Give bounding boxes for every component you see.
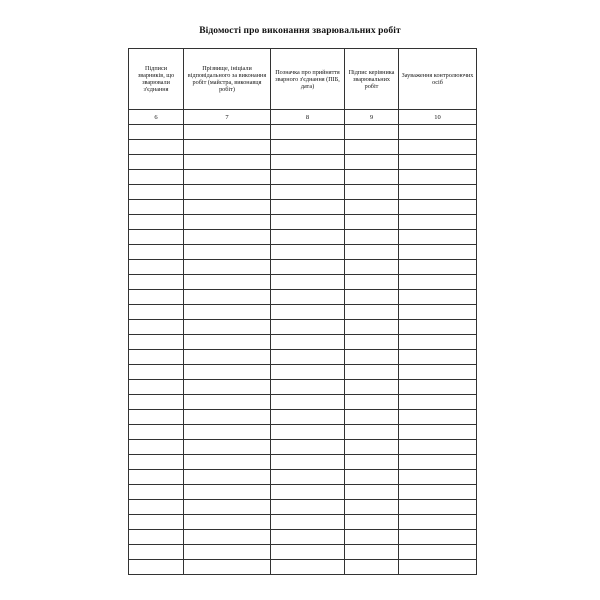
table-cell xyxy=(184,410,271,425)
table-cell xyxy=(129,485,184,500)
table-cell xyxy=(129,200,184,215)
table-cell xyxy=(345,515,399,530)
table-cell xyxy=(399,410,477,425)
table-cell xyxy=(345,350,399,365)
table-cell xyxy=(345,530,399,545)
table-cell xyxy=(271,200,345,215)
table-row xyxy=(129,140,477,155)
table-row xyxy=(129,215,477,230)
table-cell xyxy=(184,395,271,410)
table-cell xyxy=(271,215,345,230)
table-row xyxy=(129,185,477,200)
table-cell xyxy=(399,260,477,275)
table-cell xyxy=(399,170,477,185)
table-cell xyxy=(345,155,399,170)
table-cell xyxy=(184,290,271,305)
table-cell xyxy=(184,335,271,350)
table-row xyxy=(129,125,477,140)
table-cell xyxy=(399,320,477,335)
header-row xyxy=(129,49,477,110)
table-cell xyxy=(184,425,271,440)
table-row xyxy=(129,155,477,170)
table-cell xyxy=(345,335,399,350)
table-cell xyxy=(129,395,184,410)
table-cell xyxy=(345,485,399,500)
table-cell xyxy=(399,500,477,515)
table-cell xyxy=(399,200,477,215)
table-row xyxy=(129,365,477,380)
table-cell xyxy=(184,140,271,155)
table-cell xyxy=(271,320,345,335)
table-cell xyxy=(271,440,345,455)
table-cell xyxy=(399,560,477,575)
table-cell xyxy=(399,395,477,410)
table-row xyxy=(129,290,477,305)
table-cell xyxy=(345,200,399,215)
table-cell xyxy=(399,335,477,350)
table-cell xyxy=(345,455,399,470)
table-row xyxy=(129,425,477,440)
table-cell xyxy=(345,185,399,200)
table-cell xyxy=(399,530,477,545)
table-row xyxy=(129,440,477,455)
table-cell xyxy=(129,350,184,365)
table-row xyxy=(129,395,477,410)
table-cell xyxy=(345,410,399,425)
table-row xyxy=(129,275,477,290)
table-cell xyxy=(345,365,399,380)
table-cell xyxy=(271,245,345,260)
table-row xyxy=(129,245,477,260)
table-cell xyxy=(129,290,184,305)
table-cell xyxy=(129,275,184,290)
table-cell xyxy=(399,350,477,365)
table-cell xyxy=(345,425,399,440)
table-cell xyxy=(184,470,271,485)
table-cell xyxy=(345,320,399,335)
table-cell xyxy=(184,155,271,170)
table-cell xyxy=(129,560,184,575)
table-cell xyxy=(399,125,477,140)
table-cell xyxy=(129,380,184,395)
table-cell xyxy=(184,455,271,470)
table-cell xyxy=(345,260,399,275)
table-cell xyxy=(184,260,271,275)
table-cell xyxy=(129,185,184,200)
table-cell xyxy=(345,170,399,185)
table-cell xyxy=(271,230,345,245)
table-cell xyxy=(129,320,184,335)
table-cell xyxy=(271,350,345,365)
table-cell xyxy=(184,275,271,290)
table-cell xyxy=(399,185,477,200)
table-cell xyxy=(271,275,345,290)
table-cell xyxy=(129,305,184,320)
table-cell xyxy=(184,200,271,215)
table-cell xyxy=(129,215,184,230)
table-cell xyxy=(129,155,184,170)
table-cell xyxy=(399,425,477,440)
column-number: 8 xyxy=(271,110,345,125)
table-cell xyxy=(345,215,399,230)
table-cell xyxy=(184,560,271,575)
table-body xyxy=(129,125,477,575)
table-cell xyxy=(345,290,399,305)
table-cell xyxy=(399,290,477,305)
table-cell xyxy=(129,170,184,185)
table-cell xyxy=(399,455,477,470)
table-cell xyxy=(184,515,271,530)
table-cell xyxy=(129,365,184,380)
table-cell xyxy=(129,140,184,155)
table-cell xyxy=(129,470,184,485)
table-row xyxy=(129,455,477,470)
table-cell xyxy=(345,440,399,455)
table-cell xyxy=(184,320,271,335)
table-cell xyxy=(184,530,271,545)
column-header-acceptance-mark: Позначка про прийняття зварного з'єднання (ПІБ, дата) xyxy=(271,49,345,110)
table-cell xyxy=(271,545,345,560)
table-row xyxy=(129,530,477,545)
table-cell xyxy=(271,485,345,500)
table-cell xyxy=(271,185,345,200)
table-cell xyxy=(129,245,184,260)
table-cell xyxy=(184,485,271,500)
column-header-inspector-remarks: Зауваження контролюючих осіб xyxy=(399,49,477,110)
table-cell xyxy=(399,485,477,500)
table-cell xyxy=(399,515,477,530)
table-cell xyxy=(345,305,399,320)
table-cell xyxy=(129,125,184,140)
table-cell xyxy=(399,305,477,320)
table-cell xyxy=(271,470,345,485)
table-cell xyxy=(129,530,184,545)
table-row xyxy=(129,560,477,575)
table-cell xyxy=(271,425,345,440)
table-row xyxy=(129,500,477,515)
table-cell xyxy=(271,260,345,275)
table-cell xyxy=(345,560,399,575)
table-row xyxy=(129,200,477,215)
table-cell xyxy=(184,440,271,455)
table-cell xyxy=(184,230,271,245)
column-header-welding-manager-signature: Підпис керівника зварювальних робіт xyxy=(345,49,399,110)
table-cell xyxy=(345,380,399,395)
table-cell xyxy=(129,335,184,350)
table-cell xyxy=(271,395,345,410)
table-row xyxy=(129,410,477,425)
table-cell xyxy=(129,545,184,560)
table-cell xyxy=(271,455,345,470)
table-cell xyxy=(271,155,345,170)
table-cell xyxy=(271,290,345,305)
table-cell xyxy=(345,545,399,560)
table-cell xyxy=(184,170,271,185)
table-cell xyxy=(345,470,399,485)
table-cell xyxy=(399,245,477,260)
table-cell xyxy=(271,140,345,155)
table-cell xyxy=(184,305,271,320)
table-cell xyxy=(399,365,477,380)
table-row xyxy=(129,230,477,245)
table-cell xyxy=(271,170,345,185)
table-cell xyxy=(184,500,271,515)
column-number-row xyxy=(129,110,477,125)
table-cell xyxy=(129,425,184,440)
table-row xyxy=(129,350,477,365)
column-header-welder-signatures: Підписи зварників, що зварювали з'єднання xyxy=(129,49,184,110)
table-cell xyxy=(129,515,184,530)
table-cell xyxy=(184,125,271,140)
table-cell xyxy=(399,215,477,230)
table-cell xyxy=(271,380,345,395)
table-cell xyxy=(399,380,477,395)
table-cell xyxy=(399,440,477,455)
table-cell xyxy=(399,155,477,170)
table-cell xyxy=(129,440,184,455)
table-cell xyxy=(129,455,184,470)
table-cell xyxy=(345,230,399,245)
column-number: 7 xyxy=(184,110,271,125)
table-cell xyxy=(271,365,345,380)
table-cell xyxy=(184,245,271,260)
page-title: Відомості про виконання зварювальних робіт xyxy=(199,26,401,36)
table-cell xyxy=(271,560,345,575)
table-row xyxy=(129,260,477,275)
table-cell xyxy=(399,470,477,485)
table-cell xyxy=(345,395,399,410)
table-cell xyxy=(184,380,271,395)
table-cell xyxy=(271,125,345,140)
table-cell xyxy=(399,230,477,245)
table-cell xyxy=(129,260,184,275)
table-cell xyxy=(345,140,399,155)
column-number: 6 xyxy=(129,110,184,125)
table-cell xyxy=(345,245,399,260)
table-row xyxy=(129,170,477,185)
table-cell xyxy=(271,515,345,530)
table-cell xyxy=(345,500,399,515)
table-row xyxy=(129,380,477,395)
table-cell xyxy=(184,185,271,200)
table-cell xyxy=(129,230,184,245)
table-cell xyxy=(129,500,184,515)
table-row xyxy=(129,335,477,350)
table-cell xyxy=(184,545,271,560)
table-row xyxy=(129,470,477,485)
column-header-responsible-person: Прізвище, ініціали відповідального за виконання робіт (майстра, виконавця робіт) xyxy=(184,49,271,110)
table-row xyxy=(129,515,477,530)
table-cell xyxy=(184,215,271,230)
table-cell xyxy=(271,305,345,320)
table-cell xyxy=(271,335,345,350)
table-cell xyxy=(399,140,477,155)
table-cell xyxy=(345,275,399,290)
column-number: 9 xyxy=(345,110,399,125)
table-cell xyxy=(184,350,271,365)
table-cell xyxy=(184,365,271,380)
table-row xyxy=(129,545,477,560)
table-cell xyxy=(129,410,184,425)
table-cell xyxy=(399,275,477,290)
table-row xyxy=(129,305,477,320)
table-cell xyxy=(399,545,477,560)
table-cell xyxy=(271,410,345,425)
table-cell xyxy=(271,530,345,545)
table-cell xyxy=(345,125,399,140)
welding-journal-table xyxy=(128,48,477,575)
table-cell xyxy=(271,500,345,515)
table-row xyxy=(129,320,477,335)
table-row xyxy=(129,485,477,500)
column-number: 10 xyxy=(399,110,477,125)
